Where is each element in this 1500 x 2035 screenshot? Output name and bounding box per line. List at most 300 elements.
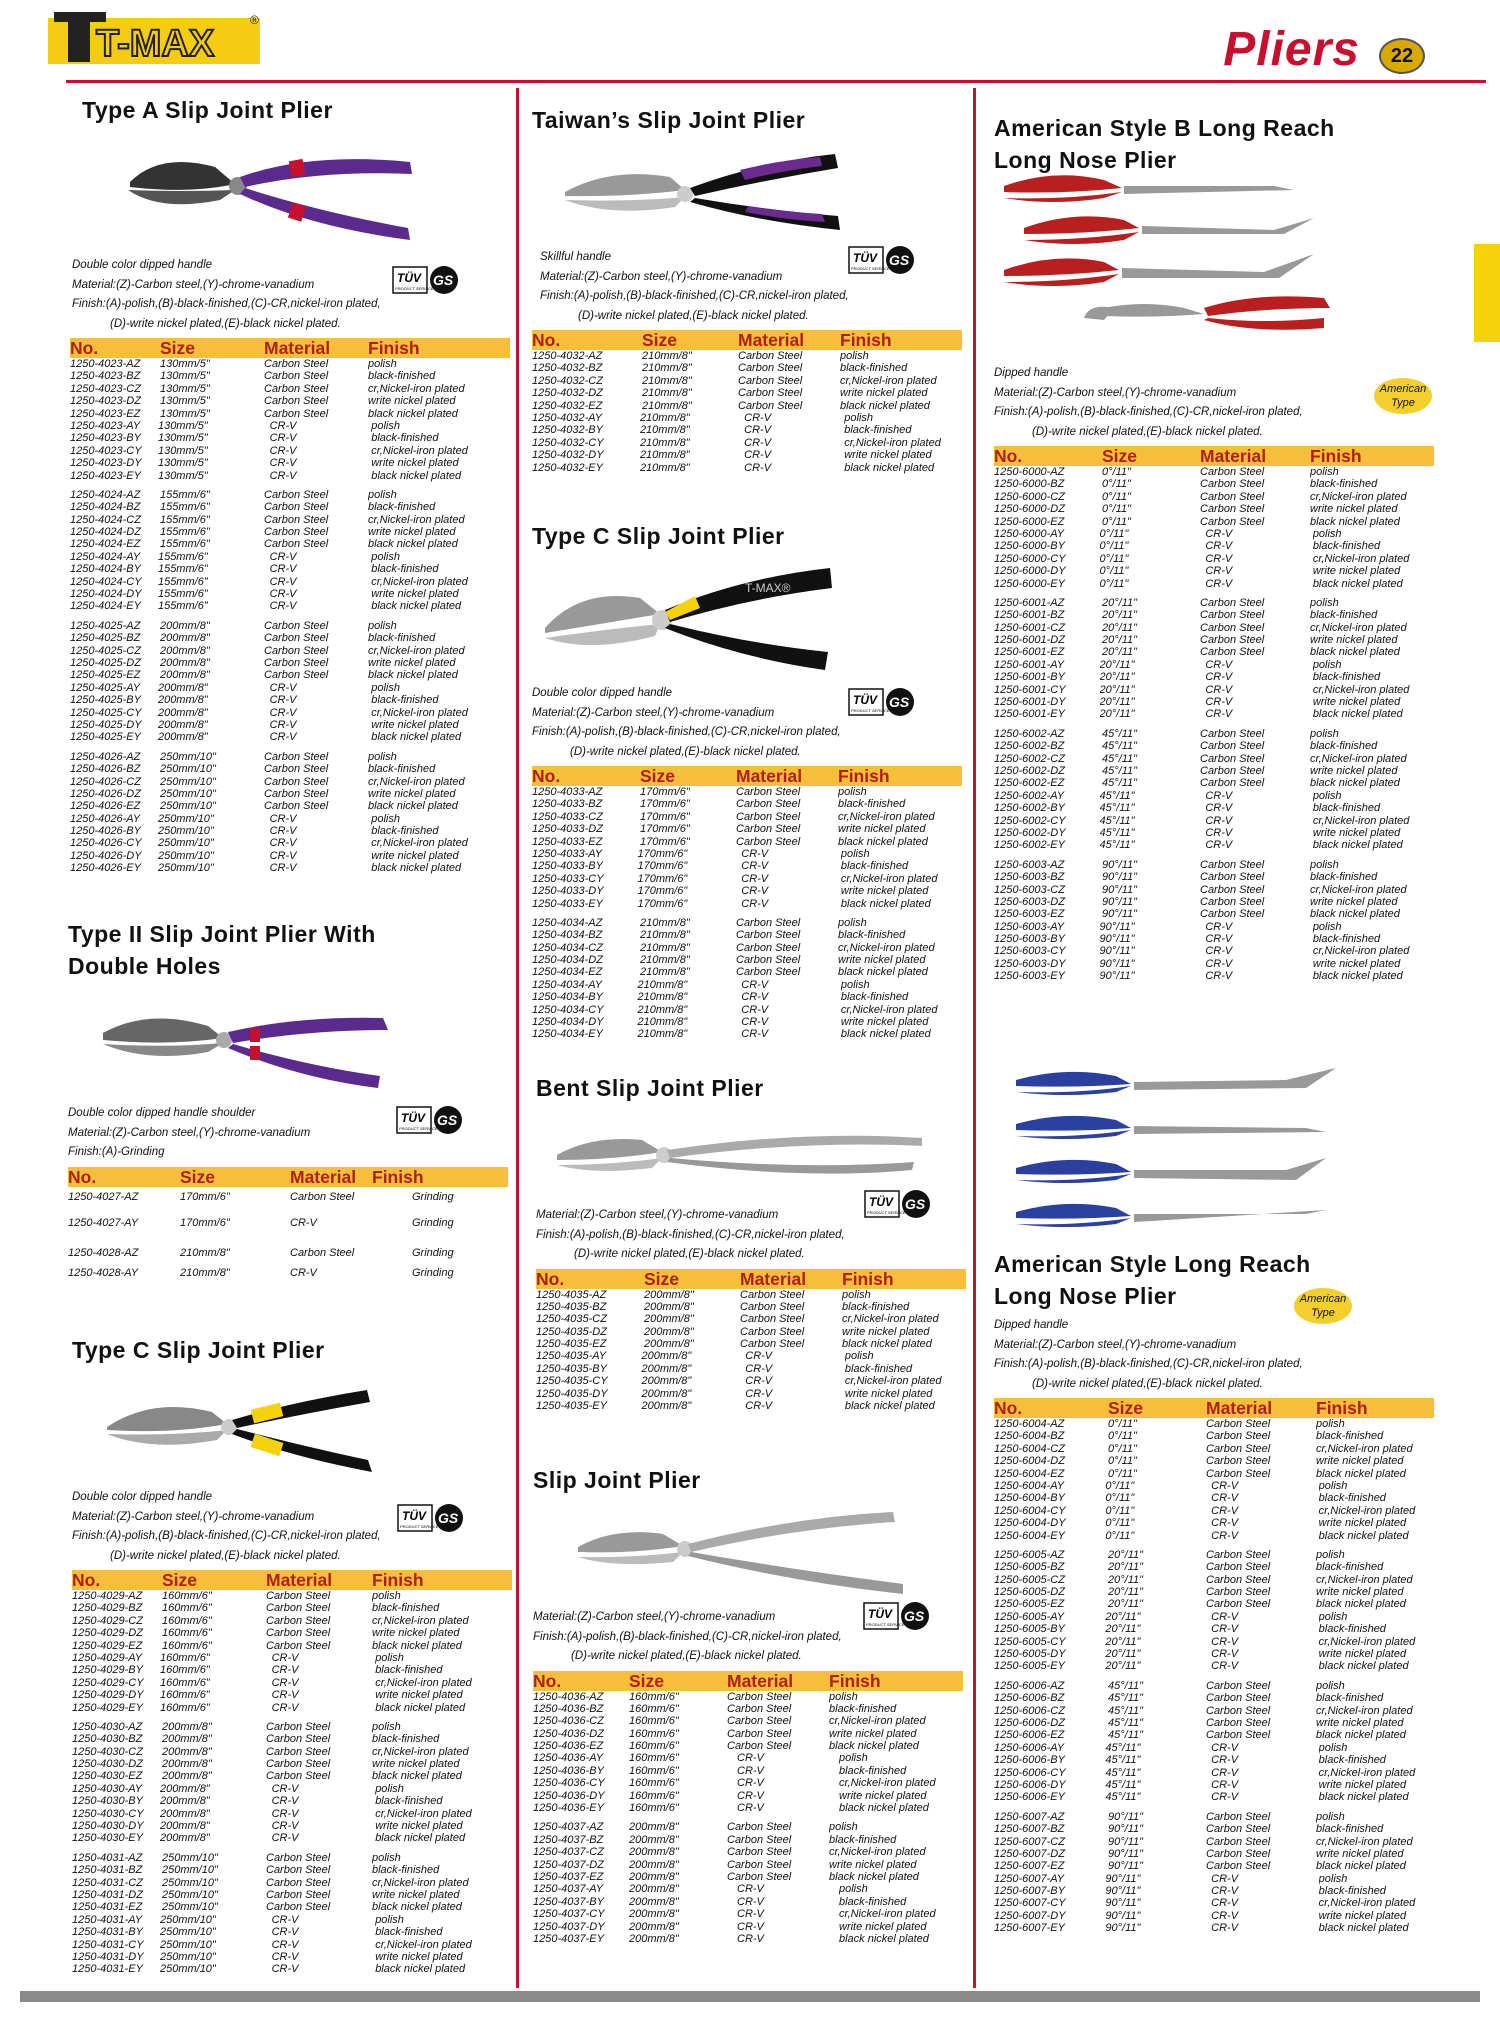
table-row bbox=[72, 1746, 512, 1758]
svg-text:PRODUCT SERVICE: PRODUCT SERVICE bbox=[866, 1622, 905, 1627]
column-header: No. bbox=[72, 1570, 101, 1590]
column-header: No. bbox=[532, 766, 561, 786]
table-row bbox=[70, 395, 510, 407]
material: CR-V bbox=[1211, 1885, 1239, 1898]
finish: cr,Nickel-iron plated bbox=[372, 1876, 469, 1889]
part-number: 1250-6006-CZ bbox=[994, 1704, 1065, 1717]
table-row bbox=[70, 457, 510, 469]
table-row bbox=[533, 1802, 963, 1814]
part-number: 1250-4026-CY bbox=[70, 837, 142, 850]
product-table bbox=[532, 330, 962, 474]
size: 160mm/6" bbox=[159, 1664, 210, 1677]
material: CR-V bbox=[271, 1651, 299, 1664]
material: CR-V bbox=[1211, 1635, 1239, 1648]
size: 45°/11" bbox=[1108, 1716, 1144, 1729]
table-row bbox=[994, 1636, 1434, 1648]
material: Carbon Steel bbox=[266, 1901, 331, 1914]
table-row bbox=[994, 1648, 1434, 1660]
material: Carbon Steel bbox=[1206, 1598, 1271, 1611]
finish: cr,Nickel-iron plated bbox=[372, 1614, 469, 1627]
size: 200mm/8" bbox=[162, 1745, 212, 1758]
desc-line: (D)-write nickel plated,(E)-black nickel plated. bbox=[1032, 425, 1263, 438]
part-number: 1250-6003-CZ bbox=[994, 883, 1065, 896]
material: Carbon Steel bbox=[736, 916, 801, 929]
finish: black-finished bbox=[840, 362, 908, 375]
part-number: 1250-6006-DZ bbox=[994, 1716, 1065, 1729]
row-group bbox=[72, 1852, 512, 1976]
finish: polish bbox=[372, 1720, 401, 1733]
tuv-gs-cert-icon bbox=[863, 1600, 933, 1632]
table-row bbox=[533, 1921, 963, 1933]
part-number: 1250-6005-EY bbox=[994, 1660, 1065, 1673]
size: 45°/11" bbox=[1105, 1791, 1141, 1804]
part-number: 1250-4026-EY bbox=[70, 862, 141, 875]
size: 160mm/6" bbox=[629, 1764, 679, 1777]
part-number: 1250-6005-AZ bbox=[994, 1548, 1065, 1561]
part-number: 1250-6004-BY bbox=[994, 1492, 1065, 1505]
table-row bbox=[994, 1530, 1434, 1542]
row-group bbox=[72, 1721, 512, 1845]
size: 170mm/6" bbox=[637, 847, 688, 860]
table-row bbox=[70, 657, 510, 669]
table-row bbox=[70, 731, 510, 743]
material: CR-V bbox=[1211, 1922, 1239, 1935]
part-number: 1250-4037-CZ bbox=[533, 1846, 604, 1859]
table-row bbox=[536, 1326, 966, 1338]
table-row bbox=[536, 1388, 966, 1400]
size: 200mm/8" bbox=[644, 1300, 694, 1313]
material: Carbon Steel bbox=[1206, 1835, 1271, 1848]
part-number: 1250-4024-AY bbox=[70, 550, 141, 563]
part-number: 1250-6006-AZ bbox=[994, 1679, 1065, 1692]
size: 250mm/10" bbox=[160, 800, 216, 813]
table-row bbox=[994, 1549, 1434, 1561]
size: 45°/11" bbox=[1105, 1754, 1141, 1767]
table-row bbox=[994, 1418, 1434, 1430]
row-group bbox=[533, 1821, 963, 1945]
table-row bbox=[994, 1611, 1434, 1623]
size: 155mm/6" bbox=[157, 563, 208, 576]
product-description bbox=[532, 684, 962, 762]
table-row bbox=[72, 1901, 512, 1913]
size: 170mm/6" bbox=[640, 823, 690, 836]
size: 0°/11" bbox=[1099, 552, 1129, 565]
part-number: 1250-6006-AY bbox=[994, 1741, 1065, 1754]
table-row bbox=[72, 1689, 512, 1701]
desc-line: Finish:(A)-polish,(B)-black-finished,(C)-CR,nickel-iron plated, bbox=[72, 298, 381, 310]
finish: write nickel plated bbox=[840, 885, 929, 898]
size: 0°/11" bbox=[1105, 1517, 1135, 1530]
size: 155mm/6" bbox=[160, 513, 210, 526]
part-number: 1250-4023-DY bbox=[70, 457, 142, 470]
part-number: 1250-4035-CZ bbox=[536, 1313, 607, 1326]
part-number: 1250-6005-EZ bbox=[994, 1598, 1065, 1611]
part-number: 1250-4024-BZ bbox=[70, 501, 141, 514]
finish: polish bbox=[1316, 1810, 1345, 1823]
finish: black-finished bbox=[372, 1733, 440, 1746]
long-nose-plier-image bbox=[1006, 1062, 1386, 1242]
table-row bbox=[532, 811, 962, 823]
size: 170mm/6" bbox=[640, 786, 690, 798]
desc-line: Double color dipped handle bbox=[532, 687, 673, 699]
finish: write nickel plated bbox=[840, 1016, 929, 1029]
finish: black nickel plated bbox=[372, 1639, 462, 1652]
finish: black-finished bbox=[844, 424, 912, 437]
part-number: 1250-4023-DZ bbox=[70, 395, 141, 408]
size: 160mm/6" bbox=[159, 1676, 210, 1689]
size: 20°/11" bbox=[1108, 1561, 1144, 1574]
material: Carbon Steel bbox=[1206, 1561, 1271, 1574]
size: 170mm/6" bbox=[640, 798, 690, 811]
finish: cr,Nickel-iron plated bbox=[838, 941, 935, 954]
material: CR-V bbox=[741, 1003, 769, 1016]
part-number: 1250-4030-BZ bbox=[72, 1733, 143, 1746]
size: 210mm/8" bbox=[637, 1028, 688, 1041]
column-header: Finish bbox=[372, 1570, 424, 1590]
table-row bbox=[994, 1705, 1434, 1717]
table-row bbox=[994, 1561, 1434, 1573]
finish: write nickel plated bbox=[1316, 1455, 1404, 1468]
row-group bbox=[994, 728, 1434, 852]
part-number: 1250-4030-DZ bbox=[72, 1758, 143, 1771]
material: CR-V bbox=[269, 432, 297, 445]
part-number: 1250-6006-BZ bbox=[994, 1692, 1065, 1705]
material: Carbon Steel bbox=[736, 835, 801, 848]
table-row bbox=[72, 1602, 512, 1614]
table-row bbox=[70, 862, 510, 874]
part-number: 1250-6000-DZ bbox=[994, 503, 1065, 516]
finish: polish bbox=[839, 1883, 868, 1896]
material: CR-V bbox=[737, 1908, 764, 1921]
table-row bbox=[70, 588, 510, 600]
column-header: Finish bbox=[838, 766, 890, 786]
table-row bbox=[533, 1821, 963, 1833]
column-header: Material bbox=[736, 766, 803, 786]
table-row bbox=[72, 1820, 512, 1832]
part-number: 1250-4029-CZ bbox=[72, 1614, 143, 1627]
column-header: Material bbox=[740, 1268, 807, 1289]
table-row bbox=[532, 873, 962, 885]
table-row bbox=[994, 578, 1434, 590]
material: CR-V bbox=[737, 1802, 764, 1815]
size: 200mm/8" bbox=[157, 718, 208, 731]
material: CR-V bbox=[744, 436, 772, 449]
table-row bbox=[72, 1664, 512, 1676]
finish: polish bbox=[375, 1782, 404, 1795]
finish: write nickel plated bbox=[838, 954, 926, 967]
desc-line: Material:(Z)-Carbon steel,(Y)-chrome-vanadium bbox=[994, 1338, 1237, 1351]
finish: polish bbox=[375, 1913, 404, 1926]
material: CR-V bbox=[269, 563, 297, 576]
material: CR-V bbox=[1205, 696, 1233, 709]
material: Carbon Steel bbox=[266, 1627, 331, 1640]
finish: polish bbox=[838, 916, 867, 929]
part-number: 1250-4031-EY bbox=[72, 1963, 143, 1976]
size: 250mm/10" bbox=[157, 812, 214, 825]
table-row bbox=[994, 1517, 1434, 1529]
svg-text:PRODUCT SERVICE: PRODUCT SERVICE bbox=[851, 266, 890, 271]
finish: black nickel plated bbox=[1318, 1529, 1409, 1542]
column-header: No. bbox=[68, 1166, 97, 1187]
table-row bbox=[532, 966, 962, 978]
material: Carbon Steel bbox=[264, 800, 329, 813]
material: CR-V bbox=[737, 1789, 764, 1802]
size: 250mm/10" bbox=[160, 750, 216, 763]
part-number: 1250-4033-DZ bbox=[532, 823, 603, 836]
table-row bbox=[70, 432, 510, 444]
finish: black-finished bbox=[829, 1833, 897, 1846]
finish: write nickel plated bbox=[375, 1950, 463, 1963]
size: 160mm/6" bbox=[159, 1651, 210, 1664]
column-header: No. bbox=[533, 1670, 562, 1691]
size: 0°/11" bbox=[1105, 1479, 1135, 1492]
size: 20°/11" bbox=[1108, 1573, 1144, 1586]
table-row bbox=[532, 991, 962, 1003]
size: 200mm/8" bbox=[629, 1883, 679, 1896]
finish: write nickel plated bbox=[839, 1920, 927, 1933]
material: CR-V bbox=[269, 706, 297, 719]
size: 20°/11" bbox=[1102, 609, 1138, 622]
material: Carbon Steel bbox=[1206, 1418, 1271, 1430]
size: 160mm/6" bbox=[159, 1689, 210, 1702]
part-number: 1250-4036-EY bbox=[533, 1802, 604, 1815]
material: Carbon Steel bbox=[736, 823, 801, 836]
part-number: 1250-4025-AZ bbox=[70, 619, 141, 632]
material: Carbon Steel bbox=[1200, 646, 1265, 659]
size: 130mm/5" bbox=[160, 382, 210, 395]
table-row bbox=[533, 1883, 963, 1895]
finish: cr,Nickel-iron plated bbox=[840, 872, 938, 885]
table-row bbox=[994, 958, 1434, 970]
part-number: 1250-6001-CY bbox=[994, 683, 1066, 696]
table-row bbox=[532, 375, 962, 387]
desc-line: Material:(Z)-Carbon steel,(Y)-chrome-vanadium bbox=[532, 706, 775, 719]
row-group bbox=[532, 350, 962, 474]
product-table bbox=[536, 1269, 966, 1413]
column-header: Finish bbox=[372, 1166, 424, 1187]
part-number: 1250-4029-CY bbox=[72, 1676, 144, 1689]
desc-line: Material:(Z)-Carbon steel,(Y)-chrome-vanadium bbox=[540, 270, 783, 283]
desc-line: Finish:(A)-polish,(B)-black-finished,(C)-CR,nickel-iron plated, bbox=[540, 290, 849, 302]
column-header: No. bbox=[994, 446, 1023, 466]
desc-line: Double color dipped handle shoulder bbox=[68, 1107, 256, 1119]
part-number: 1250-4030-DY bbox=[72, 1820, 144, 1833]
material: Carbon Steel bbox=[266, 1851, 331, 1864]
size: 0°/11" bbox=[1105, 1529, 1135, 1542]
part-number: 1250-4034-DY bbox=[532, 1016, 604, 1029]
material: CR-V bbox=[1205, 671, 1233, 684]
table-row bbox=[532, 860, 962, 872]
material: CR-V bbox=[1211, 1517, 1239, 1530]
finish: black nickel plated bbox=[1312, 970, 1403, 983]
finish: cr,Nickel-iron plated bbox=[840, 1003, 938, 1016]
material: CR-V bbox=[1211, 1504, 1239, 1517]
table-row bbox=[994, 945, 1434, 957]
size: 160mm/6" bbox=[629, 1752, 679, 1765]
footer-bar bbox=[20, 1991, 1480, 2002]
finish: black nickel plated bbox=[372, 1901, 462, 1914]
table-row bbox=[532, 437, 962, 449]
part-number: 1250-4035-DY bbox=[536, 1387, 608, 1400]
part-number: 1250-4033-DY bbox=[532, 885, 604, 898]
section-title: Type II Slip Joint Plier With bbox=[68, 921, 376, 947]
size: 210mm/8" bbox=[640, 929, 690, 942]
part-number: 1250-6004-AZ bbox=[994, 1418, 1065, 1430]
finish: write nickel plated bbox=[368, 656, 456, 669]
svg-text:TÜV: TÜV bbox=[853, 693, 877, 707]
part-number: 1250-6007-CY bbox=[994, 1897, 1066, 1910]
table-row bbox=[994, 1742, 1434, 1754]
row-group bbox=[994, 859, 1434, 983]
size: 45°/11" bbox=[1099, 839, 1135, 852]
part-number: 1250-4035-BY bbox=[536, 1362, 607, 1375]
table-row bbox=[994, 839, 1434, 851]
material: Carbon Steel bbox=[266, 1614, 331, 1627]
part-number: 1250-4033-CZ bbox=[532, 810, 603, 823]
table-row bbox=[70, 420, 510, 432]
section-title: Long Nose Plier bbox=[994, 147, 1177, 173]
finish: black-finished bbox=[1316, 1561, 1384, 1574]
section-american-style bbox=[994, 1062, 1434, 1935]
part-number: 1250-4036-AZ bbox=[533, 1690, 604, 1703]
part-number: 1250-6002-BY bbox=[994, 802, 1065, 815]
table-row bbox=[994, 871, 1434, 883]
material: CR-V bbox=[1211, 1778, 1239, 1791]
table-row bbox=[70, 501, 510, 513]
product-table bbox=[532, 766, 962, 1041]
size: 200mm/8" bbox=[644, 1288, 694, 1301]
size: 200mm/8" bbox=[641, 1400, 692, 1413]
size: 210mm/8" bbox=[642, 399, 692, 412]
material: CR-V bbox=[269, 862, 297, 875]
part-number: 1250-4030-EZ bbox=[72, 1770, 143, 1783]
material: Carbon Steel bbox=[266, 1876, 331, 1889]
table-row bbox=[72, 1963, 512, 1975]
part-number: 1250-4031-BZ bbox=[72, 1864, 143, 1877]
size: 20°/11" bbox=[1102, 646, 1138, 659]
finish: black nickel plated bbox=[839, 1802, 929, 1815]
size: 200mm/8" bbox=[162, 1720, 212, 1733]
size: 200mm/8" bbox=[157, 706, 208, 719]
size: 250mm/10" bbox=[162, 1876, 218, 1889]
material: CR-V bbox=[1211, 1648, 1239, 1661]
part-number: 1250-6004-CY bbox=[994, 1504, 1066, 1517]
size: 20°/11" bbox=[1102, 634, 1138, 647]
material: CR-V bbox=[271, 1795, 299, 1808]
material: CR-V bbox=[741, 847, 769, 860]
size: 90°/11" bbox=[1102, 858, 1138, 871]
material: CR-V bbox=[737, 1777, 764, 1790]
finish: black nickel plated bbox=[371, 862, 462, 875]
material: Carbon Steel bbox=[1200, 752, 1265, 765]
finish: cr,Nickel-iron plated bbox=[840, 374, 937, 387]
part-number: 1250-6006-EY bbox=[994, 1791, 1065, 1804]
finish: polish bbox=[829, 1690, 858, 1703]
part-number: 1250-4035-EY bbox=[536, 1400, 607, 1413]
material: CR-V bbox=[271, 1963, 299, 1976]
part-number: 1250-4030-BY bbox=[72, 1795, 143, 1808]
section-title: Bent Slip Joint Plier bbox=[536, 1075, 764, 1101]
material: Carbon Steel bbox=[1206, 1810, 1271, 1823]
part-number: 1250-6004-EY bbox=[994, 1529, 1065, 1542]
size: 250mm/10" bbox=[160, 763, 216, 776]
desc-line: Finish:(A)-polish,(B)-black-finished,(C)-CR,nickel-iron plated, bbox=[536, 1228, 845, 1241]
material: CR-V bbox=[1211, 1909, 1239, 1922]
size: 20°/11" bbox=[1105, 1623, 1141, 1636]
row-group bbox=[994, 1680, 1434, 1804]
finish: black-finished bbox=[1316, 1823, 1384, 1836]
finish: black nickel plated bbox=[1316, 1729, 1406, 1742]
size: 90°/11" bbox=[1102, 895, 1138, 908]
part-number: 1250-4032-AZ bbox=[532, 350, 603, 362]
material: CR-V bbox=[271, 1950, 299, 1963]
size: 0°/11" bbox=[1105, 1492, 1135, 1505]
part-number: 1250-6005-BZ bbox=[994, 1561, 1065, 1574]
part-number: 1250-4035-DZ bbox=[536, 1325, 607, 1338]
material: CR-V bbox=[741, 860, 769, 873]
size: 200mm/8" bbox=[160, 656, 210, 669]
size: 200mm/8" bbox=[160, 632, 210, 645]
table-row bbox=[70, 850, 510, 862]
material: Carbon Steel bbox=[264, 669, 329, 682]
part-number: 1250-4031-CY bbox=[72, 1938, 144, 1951]
finish: polish bbox=[372, 1590, 401, 1602]
section-title: Taiwan’s Slip Joint Plier bbox=[532, 107, 806, 133]
part-number: 1250-6005-DY bbox=[994, 1648, 1066, 1661]
part-number: 1250-6000-BZ bbox=[994, 478, 1065, 491]
material: Carbon Steel bbox=[264, 538, 329, 551]
material: Carbon Steel bbox=[264, 656, 329, 669]
size: 250mm/10" bbox=[159, 1950, 216, 1963]
finish: black-finished bbox=[1318, 1754, 1386, 1767]
size: 200mm/8" bbox=[641, 1350, 692, 1363]
part-number: 1250-4036-DZ bbox=[533, 1727, 604, 1740]
table-row bbox=[532, 1004, 962, 1016]
desc-line: Finish:(A)-polish,(B)-black-finished,(C)-CR,nickel-iron plated, bbox=[72, 1530, 381, 1542]
finish: black-finished bbox=[1318, 1885, 1386, 1898]
size: 250mm/10" bbox=[160, 775, 216, 788]
material: Carbon Steel bbox=[266, 1733, 331, 1746]
size: 155mm/6" bbox=[157, 575, 208, 588]
section-title: Type C Slip Joint Plier bbox=[532, 523, 785, 549]
table-row bbox=[70, 788, 510, 800]
table-row bbox=[994, 1430, 1434, 1442]
size: 200mm/8" bbox=[159, 1807, 210, 1820]
table-header bbox=[68, 1167, 508, 1187]
size: 200mm/8" bbox=[641, 1362, 692, 1375]
part-number: 1250-6006-BY bbox=[994, 1754, 1065, 1767]
material: CR-V bbox=[1211, 1791, 1239, 1804]
part-number: 1250-6004-CZ bbox=[994, 1442, 1065, 1455]
column-header: Finish bbox=[840, 330, 892, 350]
finish: black nickel plated bbox=[1312, 839, 1403, 852]
section-type-c-2 bbox=[532, 520, 962, 1041]
part-number: 1250-4025-DY bbox=[70, 718, 142, 731]
column-header: Material bbox=[1200, 446, 1267, 466]
finish: write nickel plated bbox=[368, 395, 456, 408]
table-row bbox=[994, 553, 1434, 565]
part-number: 1250-4026-BY bbox=[70, 825, 141, 838]
page-category-title: Pliers bbox=[1223, 23, 1360, 76]
part-number: 1250-6002-AY bbox=[994, 789, 1065, 802]
table-row bbox=[72, 1877, 512, 1889]
finish: black nickel plated bbox=[838, 835, 928, 848]
finish: black nickel plated bbox=[1310, 515, 1400, 528]
material: CR-V bbox=[269, 825, 297, 838]
material: CR-V bbox=[744, 461, 772, 474]
table-row bbox=[994, 609, 1434, 621]
size: 20°/11" bbox=[1099, 683, 1135, 696]
